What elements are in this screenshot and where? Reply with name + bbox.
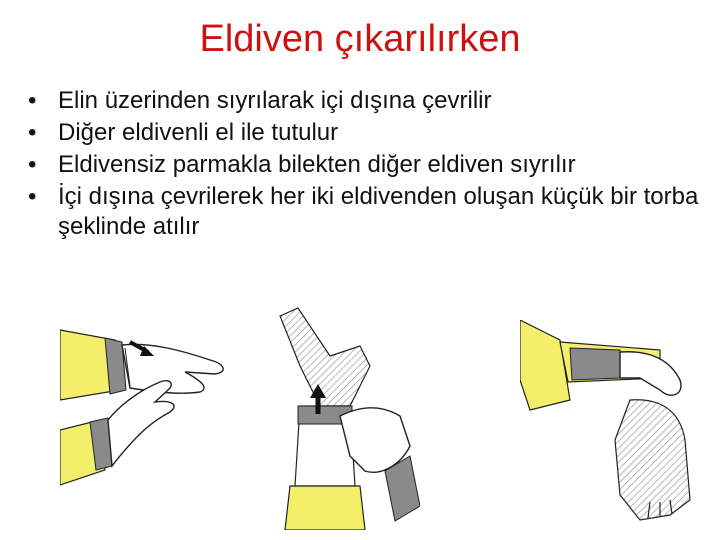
bullet-item <box>28 182 708 242</box>
bullet-marker: • <box>28 87 37 114</box>
bullet-text: Diğer eldivenli el ile tutulur <box>58 119 339 146</box>
bullet-text: İçi dışına çevrilerek her iki eldivenden oluşan küçük bir torba şeklinde atılır <box>58 183 699 240</box>
glove-removal-step-2-illustration <box>270 306 420 530</box>
glove-removal-step-1-illustration <box>60 320 250 490</box>
glove-removal-step-3-illustration <box>520 320 700 530</box>
bullet-text: Eldivensiz parmakla bilekten diğer eldiven sıyrılır <box>58 151 576 178</box>
bullet-item <box>28 118 708 148</box>
bullet-text: Elin üzerinden sıyrılarak içi dışına çevrilir <box>58 87 492 114</box>
bullet-item <box>28 86 708 116</box>
bullet-marker: • <box>28 151 37 178</box>
bullet-marker: • <box>28 183 37 210</box>
page-title: Eldiven çıkarılırken <box>199 18 521 60</box>
bullet-item <box>28 150 708 180</box>
bullet-marker: • <box>28 119 37 146</box>
bullet-list <box>28 86 708 244</box>
